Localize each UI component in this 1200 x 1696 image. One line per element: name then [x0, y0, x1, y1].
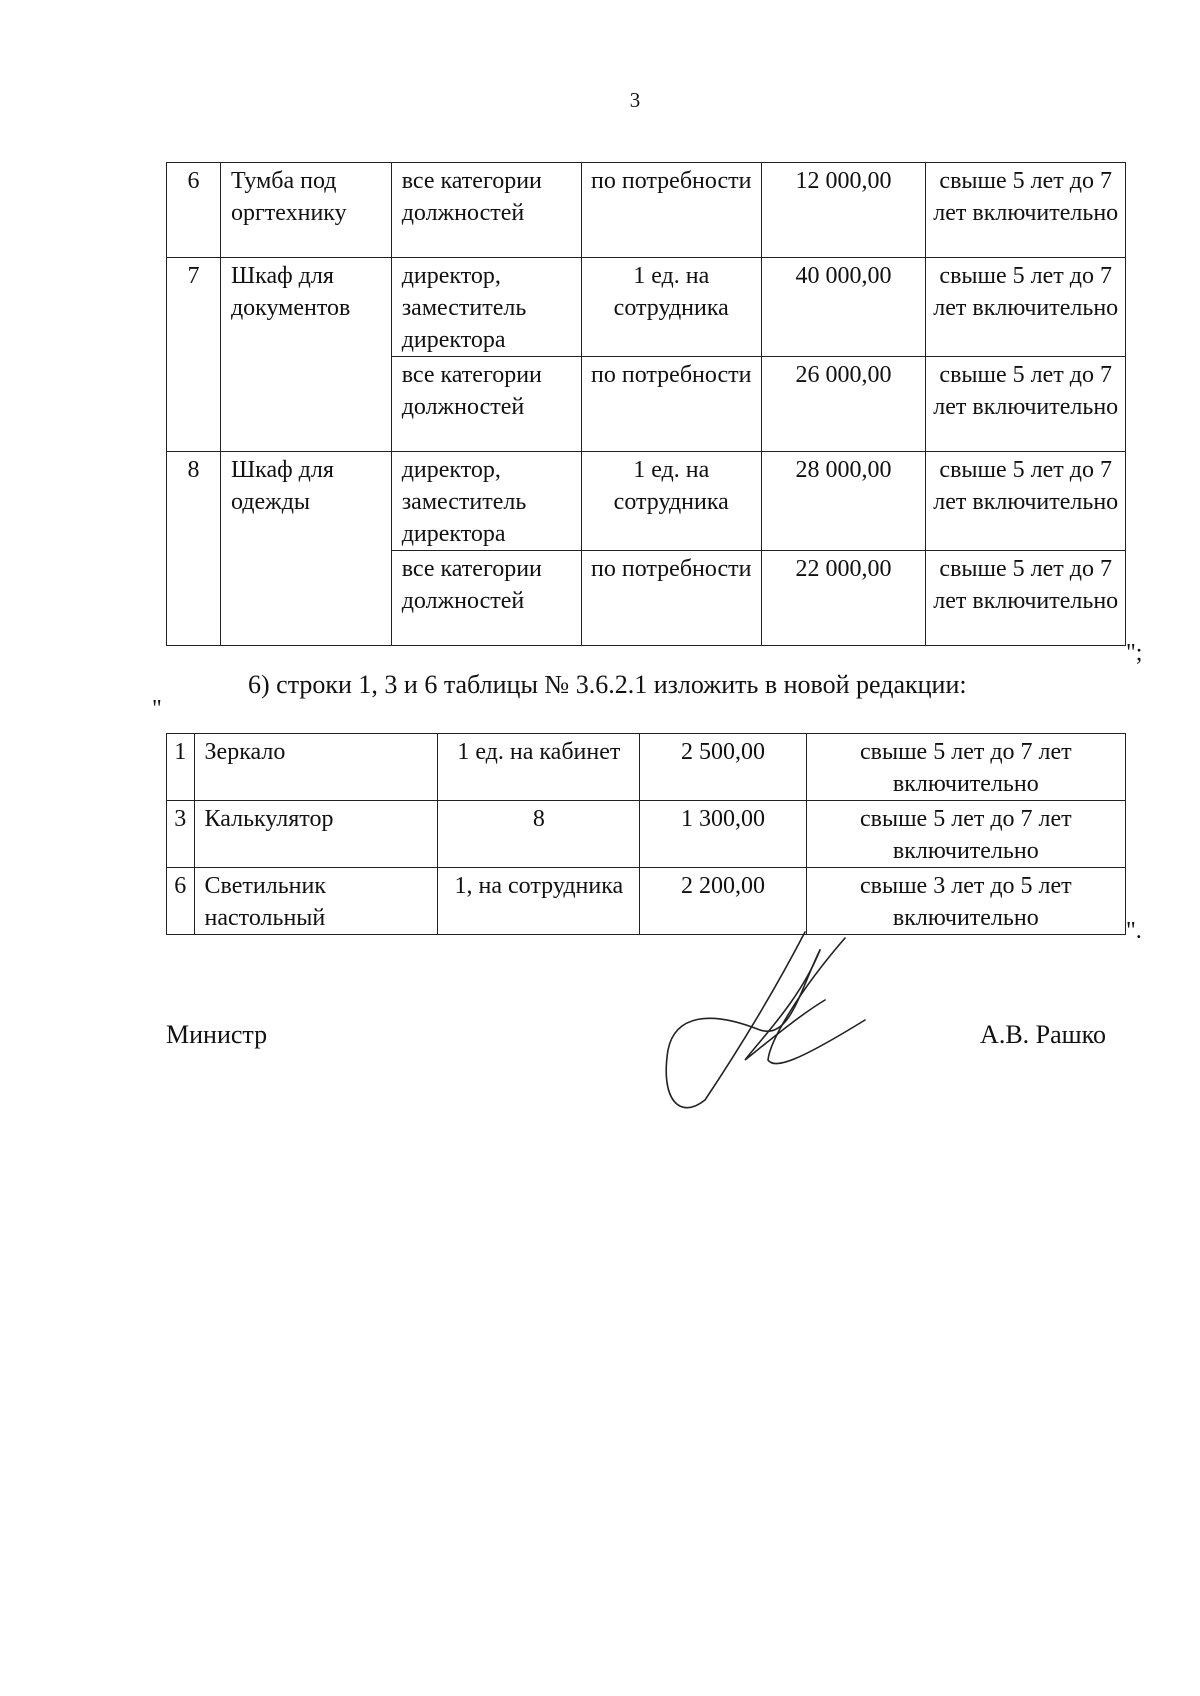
- items-table: [166, 733, 1126, 935]
- cell-price: 40 000,00: [761, 258, 926, 357]
- cell-term: свыше 5 лет до 7 лет включительно: [926, 357, 1126, 452]
- cell-price: 28 000,00: [761, 452, 926, 551]
- handwritten-signature: [650, 920, 880, 1110]
- cell-number: 6: [167, 868, 195, 935]
- cell-term: свыше 5 лет до 7 лет включительно: [806, 801, 1125, 868]
- cell-category: все категории должностей: [391, 551, 581, 646]
- cell-term: свыше 3 лет до 5 лет включительно: [806, 868, 1125, 935]
- cell-number: 6: [167, 163, 221, 258]
- cell-item-name: Шкаф для одежды: [220, 452, 391, 646]
- cell-price: 2 200,00: [640, 868, 806, 935]
- table2-opening-quote: ": [152, 696, 162, 722]
- cell-term: свыше 5 лет до 7 лет включительно: [926, 258, 1126, 357]
- table-row: [167, 452, 1126, 551]
- cell-category: директор, заместитель директора: [391, 452, 581, 551]
- cell-quantity: 1 ед. на сотрудника: [581, 258, 761, 357]
- cell-quantity: 1 ед. на кабинет: [438, 734, 640, 801]
- table-row: [167, 258, 1126, 357]
- cell-category: все категории должностей: [391, 357, 581, 452]
- cell-price: 26 000,00: [761, 357, 926, 452]
- table-row: [167, 734, 1126, 801]
- cell-item-name: Зеркало: [194, 734, 438, 801]
- cell-quantity: по потребности: [581, 551, 761, 646]
- cell-price: 22 000,00: [761, 551, 926, 646]
- cell-quantity: по потребности: [581, 357, 761, 452]
- cell-quantity: по потребности: [581, 163, 761, 258]
- cell-term: свыше 5 лет до 7 лет включительно: [926, 163, 1126, 258]
- signature-block: [166, 1020, 1106, 1060]
- signatory-position: Министр: [166, 1020, 268, 1049]
- cell-item-name: Калькулятор: [194, 801, 438, 868]
- cell-item-name: Светильник настольный: [194, 868, 438, 935]
- cell-quantity: 1 ед. на сотрудника: [581, 452, 761, 551]
- table1-closing-quote: ";: [1126, 640, 1143, 666]
- table2-closing-quote: ".: [1126, 918, 1142, 944]
- cell-number: 3: [167, 801, 195, 868]
- equipment-table: [166, 162, 1126, 646]
- cell-item-name: Шкаф для документов: [220, 258, 391, 452]
- cell-category: директор, заместитель директора: [391, 258, 581, 357]
- cell-quantity: 1, на сотрудника: [438, 868, 640, 935]
- cell-term: свыше 5 лет до 7 лет включительно: [806, 734, 1125, 801]
- cell-quantity: 8: [438, 801, 640, 868]
- cell-number: 1: [167, 734, 195, 801]
- table-row: [167, 801, 1126, 868]
- cell-category: все категории должностей: [391, 163, 581, 258]
- cell-term: свыше 5 лет до 7 лет включительно: [926, 452, 1126, 551]
- table-row: [167, 163, 1126, 258]
- page-number: 3: [629, 88, 641, 112]
- cell-item-name: Тумба под оргтехнику: [220, 163, 391, 258]
- signatory-name: А.В. Рашко: [980, 1020, 1106, 1049]
- amendment-paragraph: 6) строки 1, 3 и 6 таблицы № 3.6.2.1 изложить в новой редакции:: [248, 670, 967, 699]
- cell-number: 8: [167, 452, 221, 646]
- cell-term: свыше 5 лет до 7 лет включительно: [926, 551, 1126, 646]
- table-row: [167, 868, 1126, 935]
- cell-number: 7: [167, 258, 221, 452]
- cell-price: 1 300,00: [640, 801, 806, 868]
- cell-price: 2 500,00: [640, 734, 806, 801]
- cell-price: 12 000,00: [761, 163, 926, 258]
